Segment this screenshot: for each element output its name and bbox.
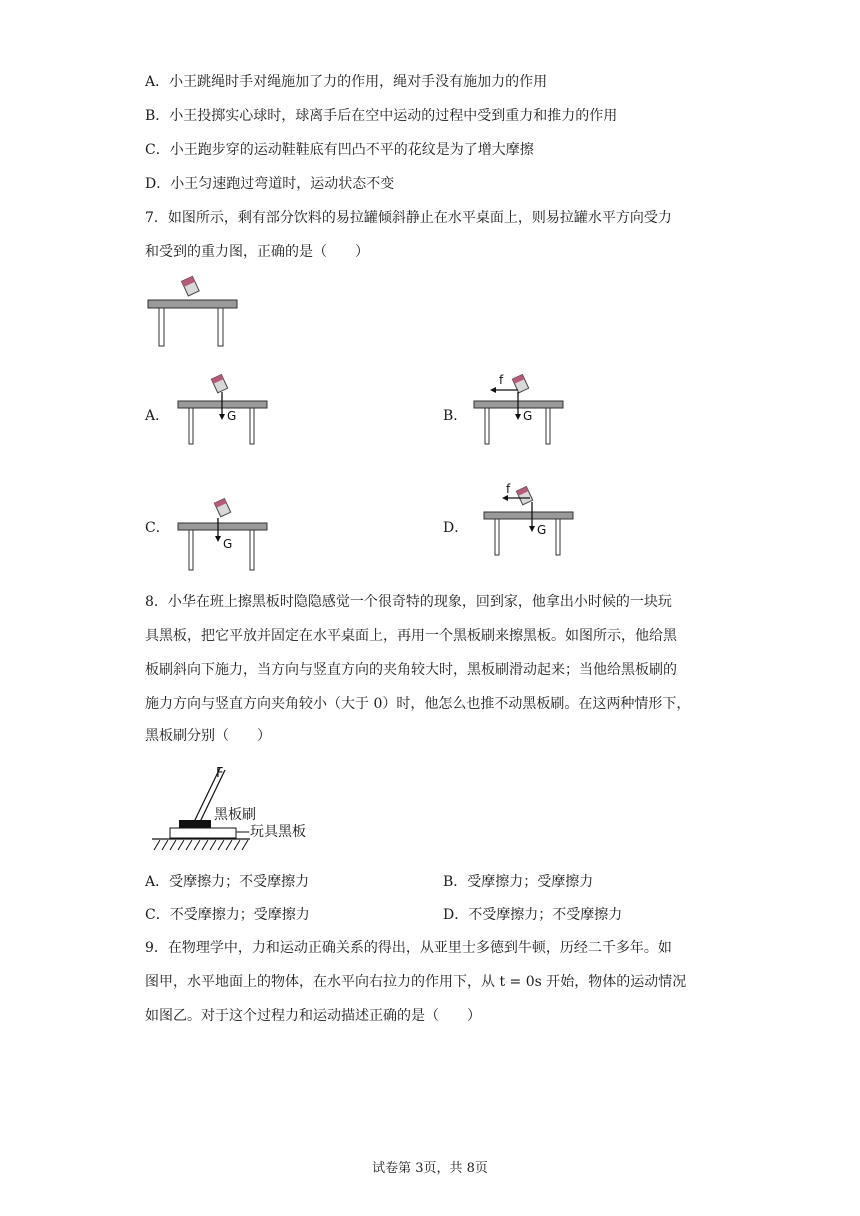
q8-stem-line-1: 8．小华在班上擦黑板时隐隐感觉一个很奇特的现象，回到家，他拿出小时候的一块玩 (145, 594, 672, 610)
table-leg-left (159, 308, 164, 346)
page-footer: 试卷第 3页，共 8页 (372, 1161, 488, 1176)
q8-figure (146, 762, 316, 856)
q7-option-d-figure (476, 478, 586, 560)
q6-option-b: B．小王投掷实心球时，球离手后在空中运动的过程中受到重力和推力的作用 (145, 108, 618, 124)
force-label: F (216, 766, 224, 781)
q6-option-c: C．小王跑步穿的运动鞋鞋底有凹凸不平的花纹是为了增大摩擦 (145, 142, 534, 158)
table-leg-right (218, 308, 223, 346)
q7-stem-line-1: 7．如图所示，剩有部分饮料的易拉罐倾斜静止在水平桌面上，则易拉罐水平方向受力 (145, 210, 672, 226)
q9-stem-line-3: 如图乙。对于这个过程力和运动描述正确的是（ ） (145, 1008, 481, 1024)
q7-option-b-label: B． (443, 408, 468, 424)
tilted-can (182, 276, 200, 296)
q7-stem-line-2: 和受到的重力图，正确的是（ ） (145, 244, 369, 260)
gravity-label: G (227, 409, 237, 423)
q6-option-d: D．小王匀速跑过弯道时，运动状态不变 (145, 176, 395, 192)
blackboard-brush (179, 820, 211, 828)
table-top (484, 512, 573, 519)
q7-option-c-label: C． (145, 520, 170, 536)
q7-main-figure (140, 270, 250, 350)
q8-option-d: D．不受摩擦力；不受摩擦力 (443, 907, 623, 923)
board-label: —玩具黑板 (236, 824, 306, 840)
tilted-can (214, 499, 230, 517)
q9-stem-line-1: 9．在物理学中，力和运动正确关系的得出，从亚里士多德到牛顿，历经二千多年。如 (145, 940, 672, 956)
tilted-can (211, 375, 227, 393)
q8-stem-line-3: 板刷斜向下施力，当方向与竖直方向的夹角较大时，黑板刷滑动起来；当他给黑板刷的 (145, 662, 677, 678)
q7-option-c-figure (170, 498, 280, 574)
tilted-can (516, 487, 532, 505)
q6-option-a: A．小王跳绳时手对绳施加了力的作用，绳对手没有施加力的作用 (145, 74, 548, 90)
table-top (148, 300, 237, 308)
q8-stem-line-2: 具黑板，把它平放并固定在水平桌面上，再用一个黑板刷来擦黑板。如图所示，他给黑 (145, 628, 677, 644)
gravity-label: G (223, 537, 233, 551)
q8-option-b: B．受摩擦力；受摩擦力 (443, 874, 594, 890)
brush-label: 黑板刷 (214, 807, 256, 823)
ground-hatching (154, 840, 248, 850)
q8-option-a: A．受摩擦力；不受摩擦力 (145, 874, 310, 890)
q8-stem-line-5: 黑板刷分别（ ） (145, 728, 271, 744)
table-top (178, 523, 267, 530)
toy-blackboard (170, 828, 236, 838)
gravity-label: G (537, 523, 547, 537)
q7-option-b-figure (466, 368, 576, 448)
q7-option-a-figure (170, 372, 280, 448)
friction-label: f (506, 482, 511, 496)
q7-option-d-label: D． (443, 520, 469, 536)
q9-stem-line-2: 图甲，水平地面上的物体，在水平向右拉力的作用下，从 t = 0s 开始，物体的运动情况 (145, 974, 687, 990)
q8-option-c: C．不受摩擦力；受摩擦力 (145, 907, 310, 923)
q7-option-a-label: A． (145, 408, 170, 424)
friction-label: f (499, 373, 504, 387)
q8-stem-line-4: 施力方向与竖直方向夹角较小（大于 0）时，他怎么也推不动黑板刷。在这两种情形下， (145, 696, 691, 712)
gravity-label: G (523, 409, 533, 423)
